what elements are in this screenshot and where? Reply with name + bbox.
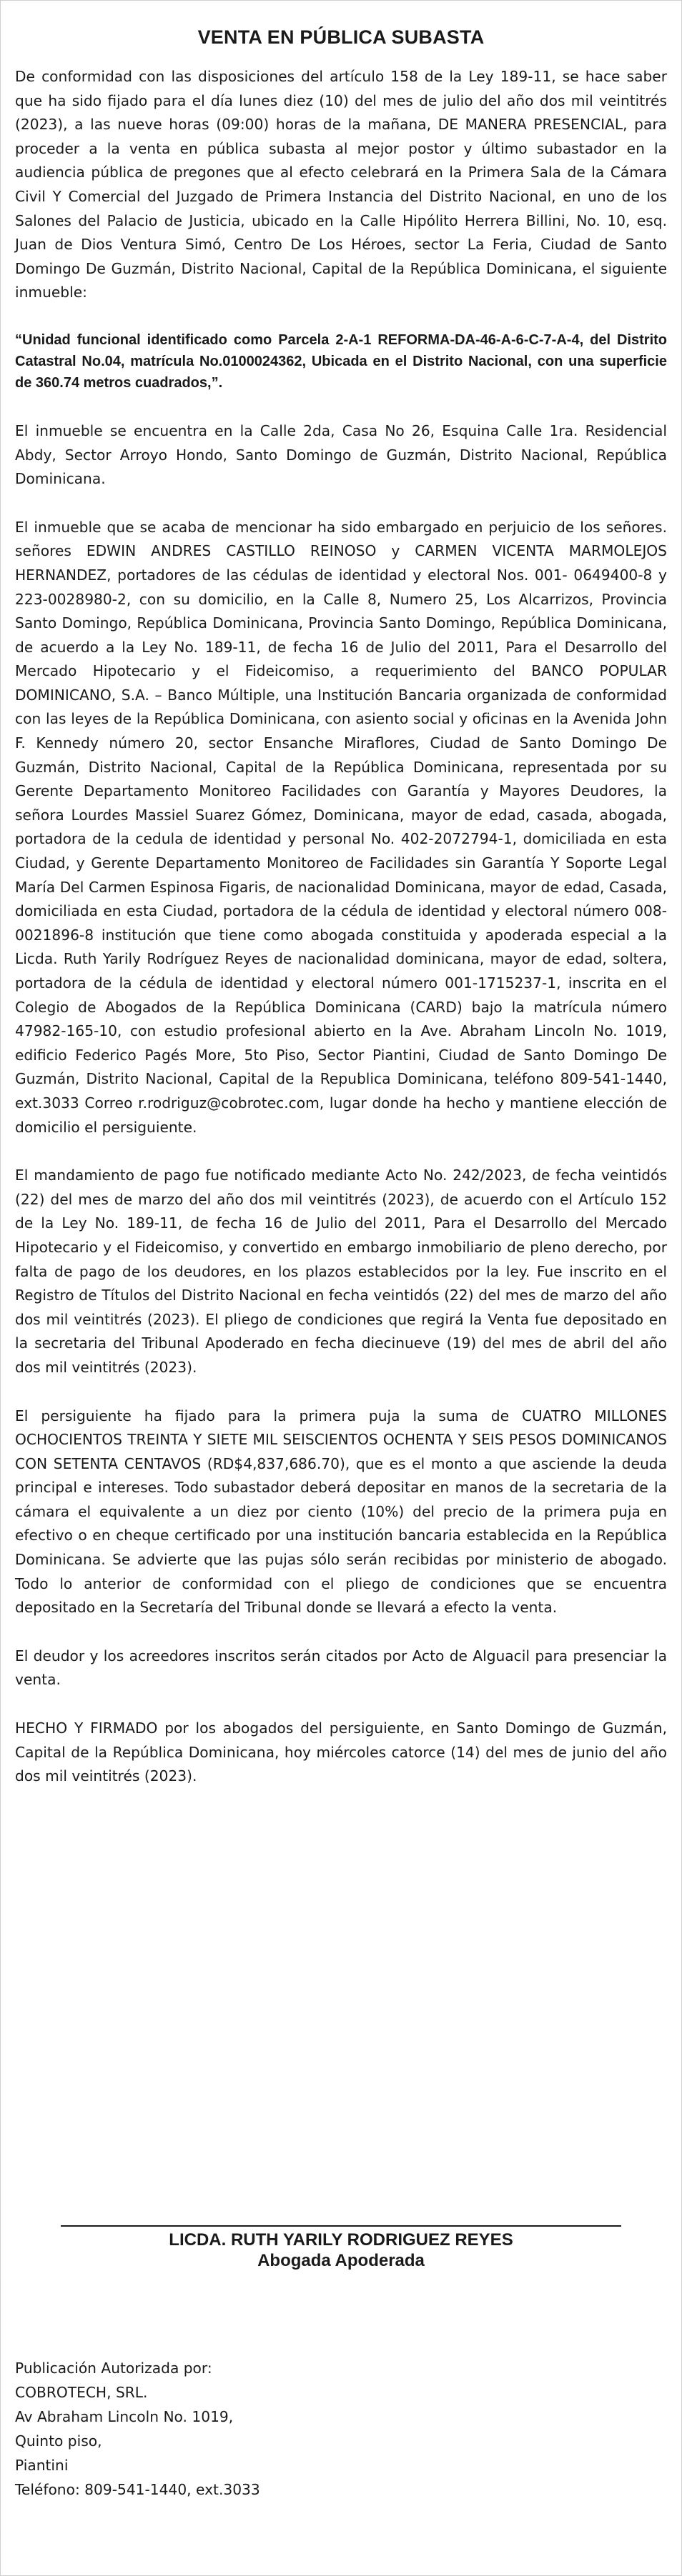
notice-title: VENTA EN PÚBLICA SUBASTA bbox=[197, 26, 485, 48]
publication-authorized-label: Publicación Autorizada por: bbox=[15, 2360, 212, 2377]
signature-line bbox=[61, 2225, 621, 2227]
paragraph-seizure-parties: El inmueble que se acaba de mencionar ha sido embargado en perjuicio de los señores. señores EDWIN ANDRES CASTILLO REINOSO y CARMEN VICENTA MARMOLEJOS HERNANDEZ, portadores de las cédulas de identidad y electoral Nos. 001- 0649400-8 y 223-0028980-2, con su domicilio, en la Calle 8, Numero 25, Los Alcarrizos, Provincia Santo Domingo, República Dominicana, Provincia Santo Domingo, República Dominicana, de acuerdo a la Ley No. 189-11, de fecha 16 de Julio del 2011, Para el Desarrollo del Mercado Hipotecario y el Fideicomiso, a requerimiento del BANCO POPULAR DOMINICANO, S.A. – Banco Múltiple, una Institución Bancaria organizada de conformidad con las leyes de la República Dominicana, con asiento social y oficinas en la Avenida John F. Kennedy número 20, sector Ensanche Miraflores, Ciudad de Santo Domingo De Guzmán, Distrito Nacional, Capital de la República Dominicana, representada por su Gerente Departamento Monitoreo Facilidades con Garantía y Mayores Deudores, la señora Lourdes Massiel Suarez Gómez, Dominicana, mayor de edad, casada, abogada, portadora de la cedula de identidad y personal No. 402-2072794-1, domiciliada en esta Ciudad, y Gerente Departamento Monitoreo de Facilidades sin Garantía Y Soporte Legal María Del Carmen Espinosa Figaris, de nacionalidad Dominicana, mayor de edad, Casada, domiciliada en esta Ciudad, portadora de la cédula de identidad y electoral número 008-0021896-8 institución que tiene como abogada constituida y apoderada especial a la Licda. Ruth Yarily Rodríguez Reyes de nacionalidad dominicana, mayor de edad, soltera, portadora de la cédula de identidad y electoral número 001-1715237-1, inscrita en el Colegio de Abogados de la República Dominicana (CARD) bajo la matrícula número 47982-165-10, con estudio profesional abierto en la Ave. Abraham Lincoln No. 1019, edificio Federico Pagés More, 5to Piso, Sector Piantini, Ciudad de Santo Domingo De Guzmán, Distrito Nacional, Capital de la Republica Dominicana, teléfono 809-541-1440, ext.3033 Correo r.rodriguz@cobrotec.com, lugar donde ha hecho y mantiene elección de domicilio el persiguiente. bbox=[15, 518, 667, 1136]
publication-company: COBROTECH, SRL. bbox=[15, 2384, 148, 2401]
publication-address: Av Abraham Lincoln No. 1019, bbox=[15, 2408, 234, 2425]
notice-body bbox=[15, 65, 667, 1813]
signature-block bbox=[1, 2225, 681, 2271]
paragraph-signed-date: HECHO Y FIRMADO por los abogados del persiguiente, en Santo Domingo de Guzmán, Capital de la República Dominicana, hoy miércoles catorce (14) del mes de junio del año dos mil veintitrés (2023). bbox=[15, 1719, 667, 1785]
paragraph-payment-order: El mandamiento de pago fue notificado mediante Acto No. 242/2023, de fecha veintidós (22) del mes de marzo del año dos mil veintitrés (2023), de acuerdo con el Artículo 152 de la Ley No. 189-11, de fecha 16 de Julio del 2011, Para el Desarrollo del Mercado Hipotecario y el Fideicomiso, y convertido en embargo inmobiliario de pleno derecho, por falta de pago de los deudores, en los plazos establecidos por la ley. Fue inscrito en el Registro de Títulos del Distrito Nacional en fecha veintidós (22) del mes de marzo del año dos mil veintitrés (2023). El pliego de condiciones que regirá la Venta fue depositado en la secretaria del Tribunal Apoderado en fecha diecinueve (19) del mes de abril del año dos mil veintitrés (2023). bbox=[15, 1167, 667, 1376]
publication-footer bbox=[15, 2356, 260, 2502]
paragraph-auction-announcement: De conformidad con las disposiciones del artículo 158 de la Ley 189-11, se hace saber que ha sido fijado para el día lunes diez (10) del mes de julio del año dos mil veintitrés (2023), a las nueve horas (09:00) horas de la mañana, DE MANERA PRESENCIAL, para proceder a la venta en pública subasta al mejor postor y último subastador en la audiencia pública de pregones que al efecto celebrará en la Primera Sala de la Cámara Civil Y Comercial del Juzgado de Primera Instancia del Distrito Nacional, en uno de los Salones del Palacio de Justicia, ubicado en la Calle Hipólito Herrera Billini, No. 10, esq. Juan de Dios Ventura Simó, Centro De Los Héroes, sector La Feria, Ciudad de Santo Domingo De Guzmán, Distrito Nacional, Capital de la República Dominicana, el siguiente inmueble: bbox=[15, 68, 667, 301]
publication-floor: Quinto piso, bbox=[15, 2432, 102, 2450]
paragraph-debtor-citation: El deudor y los acreedores inscritos serán citados por Acto de Alguacil para presenciar la venta. bbox=[15, 1647, 667, 1689]
publication-sector: Piantini bbox=[15, 2457, 69, 2474]
paragraph-property-location: El inmueble se encuentra en la Calle 2da, Casa No 26, Esquina Calle 1ra. Residencial Abdy, Sector Arroyo Hondo, Santo Domingo de Guzmán, Distrito Nacional, República Dominicana. bbox=[15, 421, 667, 488]
signature-role: Abogada Apoderada bbox=[257, 2251, 425, 2270]
paragraph-first-bid: El persiguiente ha fijado para la primera puja la suma de CUATRO MILLONES OCHOCIENTOS TREINTA Y SIETE MIL SEISCIENTOS OCHENTA Y SEIS PESOS DOMINICANOS CON SETENTA CENTAVOS (RD$4,837,686.70), que es el monto a que asciende la deuda principal e intereses. Todo subastador deberá depositar en manos de la secretaria de la cámara el equivalente a un diez por ciento (10%) del precio de la primera puja en efectivo o en cheque certificado por una institución bancaria establecida en la República Dominicana. Se advierte que las pujas sólo serán recibidas por ministerio de abogado. Todo lo anterior de conformidad con el pliego de condiciones que se encuentra depositado en la Secretaría del Tribunal donde se llevará a efecto la venta. bbox=[15, 1407, 667, 1617]
publication-phone: Teléfono: 809-541-1440, ext.3033 bbox=[15, 2481, 260, 2498]
signature-name: LICDA. RUTH YARILY RODRIGUEZ REYES bbox=[169, 2230, 513, 2250]
paragraph-property-description: “Unidad funcional identificado como Parcela 2-A-1 REFORMA-DA-46-A-6-C-7-A-4, del Distrito Catastral No.04, matrícula No.0100024362, Ubicada en el Distrito Nacional, con una superficie de 360.74 metros cuadrados,”. bbox=[15, 331, 667, 391]
